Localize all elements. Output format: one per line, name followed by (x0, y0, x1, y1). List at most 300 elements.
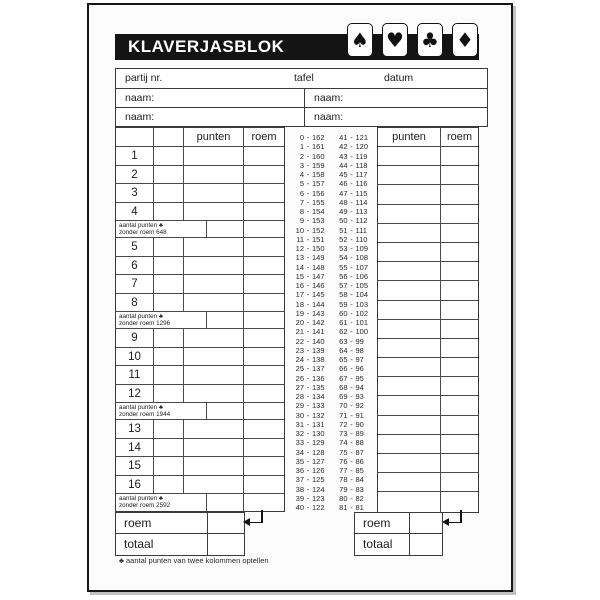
conv-complement: 137 (312, 364, 325, 374)
roem-cell[interactable] (244, 457, 284, 475)
subtotal-line-2: zonder roem 1296 (119, 320, 171, 327)
roem-cell[interactable] (441, 147, 478, 165)
roem-cell[interactable] (244, 257, 284, 275)
conv-complement: 121 (355, 133, 369, 142)
conv-points: 70 (339, 401, 348, 411)
conversion-entry (290, 179, 325, 188)
roem-cell[interactable] (244, 166, 284, 184)
punten-cell[interactable] (184, 203, 244, 221)
punten-cell[interactable] (184, 275, 244, 293)
punten-header: punten (184, 128, 244, 146)
conv-complement: 125 (312, 475, 325, 485)
punten-cell[interactable] (378, 473, 441, 491)
roem-cell[interactable] (244, 476, 284, 494)
conversion-entry (334, 485, 369, 494)
roem-cell[interactable] (244, 294, 284, 312)
conv-dash: - (306, 429, 310, 438)
score-row (378, 473, 478, 492)
conv-dash: - (306, 188, 310, 198)
conv-complement: 84 (355, 475, 364, 485)
score-row-10 (116, 348, 284, 367)
conversion-entry (290, 235, 325, 244)
conv-complement: 149 (312, 253, 325, 263)
conversion-entry (334, 142, 369, 151)
conv-points: 68 (339, 382, 348, 392)
conversion-entry (290, 503, 325, 512)
conv-dash: - (350, 438, 353, 448)
conv-dash: - (350, 225, 353, 235)
conv-points: 15 (295, 271, 304, 281)
conv-dash: - (350, 327, 353, 337)
roem-total-cell[interactable] (410, 513, 442, 533)
conversion-entry (334, 170, 369, 179)
right-score-table (377, 127, 479, 513)
punten-cell[interactable] (207, 494, 244, 511)
conv-dash: - (306, 225, 310, 235)
score-row (378, 185, 478, 204)
conv-dash: - (306, 336, 310, 346)
conv-complement: 123 (312, 493, 325, 503)
round-number-cell: 14 (116, 439, 154, 457)
conv-points: 57 (339, 281, 348, 290)
conversion-entry (290, 133, 325, 142)
conv-complement: 159 (312, 160, 325, 170)
conv-points: 75 (339, 447, 348, 457)
conversion-entry (334, 309, 369, 318)
roem-cell[interactable] (441, 396, 478, 414)
round-number-header-cell (116, 128, 154, 146)
mark-cell[interactable] (154, 184, 184, 202)
score-sheet-page (87, 3, 513, 592)
subtotal-label-cell (116, 312, 207, 328)
conv-complement: 93 (355, 392, 364, 401)
punten-cell[interactable] (378, 358, 441, 376)
conversion-entry (290, 374, 325, 383)
conv-dash: - (350, 234, 353, 244)
conv-points: 50 (339, 216, 348, 226)
conv-points: 77 (339, 466, 348, 475)
conv-complement: 127 (312, 456, 325, 466)
name-field-right-2[interactable] (305, 108, 487, 127)
conv-points: 29 (295, 401, 304, 411)
score-row-5 (116, 238, 284, 257)
name-field-left-1[interactable] (116, 89, 305, 107)
round-number-cell: 11 (116, 366, 154, 384)
punten-cell[interactable] (378, 147, 441, 165)
punten-cell[interactable] (207, 221, 244, 237)
punten-cell[interactable] (184, 457, 244, 475)
punten-cell[interactable] (184, 439, 244, 457)
name-row-2 (116, 108, 487, 127)
conv-complement: 154 (312, 207, 325, 216)
punten-cell[interactable] (378, 377, 441, 395)
page-title: KLAVERJASBLOK (128, 37, 285, 56)
conv-dash: - (350, 345, 353, 355)
conv-complement: 99 (355, 336, 364, 346)
conv-points: 55 (339, 262, 348, 272)
conversion-entry (290, 337, 325, 346)
naam-label: naam: (314, 111, 344, 123)
mark-cell[interactable] (154, 275, 184, 293)
roem-total-label: roem (355, 513, 410, 533)
round-number-cell: 9 (116, 329, 154, 347)
roem-cell[interactable] (244, 366, 284, 384)
conv-dash: - (350, 197, 353, 207)
round-number-cell: 16 (116, 476, 154, 494)
punten-cell[interactable] (184, 366, 244, 384)
conv-dash: - (306, 234, 310, 244)
roem-cell[interactable] (441, 435, 478, 453)
conv-points: 66 (339, 364, 348, 374)
score-row (378, 243, 478, 262)
conversion-entry (290, 281, 325, 290)
conv-points: 67 (339, 373, 348, 383)
conv-complement: 118 (355, 160, 368, 170)
roem-total-cell[interactable] (208, 513, 244, 533)
conv-dash: - (306, 345, 310, 355)
conv-complement: 128 (312, 447, 325, 457)
conv-complement: 83 (355, 484, 364, 494)
totaal-cell[interactable] (410, 534, 442, 555)
conversion-entry (290, 170, 325, 179)
conv-dash: - (306, 410, 310, 420)
punten-cell[interactable] (378, 492, 441, 511)
roem-cell[interactable] (441, 281, 478, 299)
conv-complement: 120 (355, 142, 369, 152)
subtotal-line-2: zonder roem 648 (119, 229, 167, 236)
conv-complement: 100 (355, 327, 369, 337)
conv-dash: - (306, 318, 310, 327)
conv-complement: 138 (312, 355, 325, 364)
conv-complement: 132 (312, 410, 325, 420)
mark-cell[interactable] (154, 238, 184, 256)
roem-cell[interactable] (441, 301, 478, 319)
subtotal-row (116, 403, 284, 420)
conv-dash: - (350, 281, 353, 290)
punten-cell[interactable] (184, 329, 244, 347)
conv-complement: 110 (355, 234, 368, 244)
conversion-entry (334, 244, 369, 253)
conversion-entry (334, 179, 369, 188)
conv-dash: - (350, 373, 353, 383)
punten-cell[interactable] (184, 294, 244, 312)
conv-complement: 94 (355, 382, 364, 392)
punten-cell[interactable] (378, 262, 441, 280)
left-score-table (115, 127, 285, 512)
roem-cell[interactable] (441, 358, 478, 376)
conv-points: 61 (339, 318, 348, 327)
roem-cell[interactable] (441, 454, 478, 472)
score-row (378, 205, 478, 224)
conv-dash: - (350, 456, 353, 466)
score-row (378, 435, 478, 454)
conv-points: 8 (299, 207, 304, 216)
mark-cell[interactable] (154, 476, 184, 494)
conv-complement: 148 (312, 262, 325, 272)
conv-complement: 92 (355, 401, 364, 411)
conv-dash: - (350, 271, 353, 281)
punten-cell[interactable] (378, 166, 441, 184)
conversion-entry (334, 161, 369, 170)
punten-cell[interactable] (378, 435, 441, 453)
mark-cell[interactable] (154, 203, 184, 221)
punten-cell[interactable] (207, 403, 244, 419)
footnote: ♣ aantal punten van twee kolommen optellen (119, 556, 269, 565)
conv-complement: 91 (355, 410, 364, 420)
roem-cell[interactable] (244, 348, 284, 366)
conv-dash: - (350, 299, 353, 309)
mark-cell[interactable] (154, 420, 184, 438)
conv-points: 9 (299, 216, 304, 226)
conv-points: 53 (339, 244, 348, 253)
punten-cell[interactable] (184, 257, 244, 275)
punten-cell[interactable] (184, 238, 244, 256)
punten-cell[interactable] (378, 339, 441, 357)
roem-cell[interactable] (441, 185, 478, 203)
roem-cell[interactable] (441, 320, 478, 338)
punten-cell[interactable] (184, 420, 244, 438)
conv-points: 59 (339, 299, 348, 309)
roem-cell[interactable] (244, 439, 284, 457)
game-info-row[interactable] (116, 69, 487, 89)
mark-cell[interactable] (154, 147, 184, 165)
conversion-entry (290, 189, 325, 198)
roem-cell[interactable] (244, 420, 284, 438)
conv-points: 80 (339, 493, 348, 503)
mark-cell[interactable] (154, 439, 184, 457)
roem-cell[interactable] (244, 238, 284, 256)
conv-complement: 81 (355, 503, 364, 512)
mark-cell[interactable] (154, 385, 184, 403)
conv-dash: - (306, 373, 310, 383)
punten-cell[interactable] (184, 385, 244, 403)
conv-complement: 122 (312, 503, 325, 512)
conv-complement: 153 (312, 216, 325, 226)
conversion-entry (334, 337, 369, 346)
punten-cell[interactable] (378, 185, 441, 203)
round-number-cell: 15 (116, 457, 154, 475)
conversion-entry (334, 133, 369, 142)
conv-points: 54 (339, 253, 348, 263)
conv-dash: - (306, 327, 310, 337)
conversion-entry (334, 272, 369, 281)
punten-cell[interactable] (378, 396, 441, 414)
punten-cell[interactable] (378, 205, 441, 223)
conv-dash: - (306, 438, 310, 448)
subtotal-line-1: aantal punten ♣ (119, 222, 164, 229)
punten-cell[interactable] (184, 147, 244, 165)
conv-dash: - (350, 262, 353, 272)
left-roem-row (116, 513, 244, 534)
punten-cell[interactable] (207, 312, 244, 328)
conv-dash: - (350, 493, 353, 503)
conv-dash: - (306, 466, 310, 475)
punten-cell[interactable] (378, 224, 441, 242)
conv-dash: - (306, 299, 310, 309)
heart-icon: ♥ (386, 28, 404, 52)
conv-complement: 162 (312, 133, 325, 142)
score-row-12 (116, 385, 284, 404)
roem-cell[interactable] (244, 221, 284, 237)
mark-cell[interactable] (154, 294, 184, 312)
conv-complement: 102 (355, 308, 369, 318)
roem-cell[interactable] (441, 339, 478, 357)
conv-dash: - (350, 244, 353, 253)
conv-dash: - (350, 475, 353, 485)
score-row-1 (116, 147, 284, 166)
round-number-cell: 13 (116, 420, 154, 438)
subtotal-line-1: aantal punten ♣ (119, 495, 164, 502)
roem-cell[interactable] (441, 473, 478, 491)
conv-points: 71 (339, 410, 348, 420)
conversion-entry (290, 300, 325, 309)
name-field-left-2[interactable] (116, 108, 305, 127)
tafel-label: tafel (294, 72, 314, 84)
roem-cell[interactable] (244, 329, 284, 347)
conv-points: 76 (339, 456, 348, 466)
conv-dash: - (306, 142, 310, 152)
score-row (378, 492, 478, 511)
conversion-entry (334, 420, 369, 429)
totaal-label: totaal (116, 534, 208, 555)
conversion-entry (334, 253, 369, 262)
conv-dash: - (350, 207, 353, 216)
conv-points: 73 (339, 429, 348, 438)
roem-cell[interactable] (244, 312, 284, 328)
conv-points: 62 (339, 327, 348, 337)
conversion-entry (334, 374, 369, 383)
conversion-entry (290, 475, 325, 484)
conversion-entry (290, 411, 325, 420)
conversion-entry (334, 457, 369, 466)
roem-cell[interactable] (441, 205, 478, 223)
conversion-entry (290, 457, 325, 466)
score-row-9 (116, 329, 284, 348)
mark-cell[interactable] (154, 257, 184, 275)
mark-cell[interactable] (154, 348, 184, 366)
conversion-entry (334, 327, 369, 336)
conversion-entry (334, 235, 369, 244)
punten-cell[interactable] (184, 476, 244, 494)
conv-complement: 146 (312, 281, 325, 290)
conv-complement: 141 (312, 327, 325, 337)
conv-points: 48 (339, 197, 348, 207)
round-number-cell: 6 (116, 257, 154, 275)
roem-cell[interactable] (441, 492, 478, 511)
punten-cell[interactable] (378, 320, 441, 338)
conv-dash: - (350, 410, 353, 420)
roem-cell[interactable] (441, 166, 478, 184)
roem-cell[interactable] (244, 147, 284, 165)
conv-points: 81 (339, 503, 348, 512)
score-row-15 (116, 457, 284, 476)
punten-cell[interactable] (378, 281, 441, 299)
conv-dash: - (306, 493, 310, 503)
score-row (378, 358, 478, 377)
conv-complement: 152 (312, 225, 325, 235)
conversion-entry (290, 152, 325, 161)
conv-complement: 88 (355, 438, 364, 448)
punten-cell[interactable] (378, 416, 441, 434)
roem-cell[interactable] (244, 203, 284, 221)
subtotal-line-2: zonder roem 2592 (119, 502, 171, 509)
roem-cell[interactable] (244, 184, 284, 202)
conv-complement: 86 (355, 456, 364, 466)
roem-cell[interactable] (441, 262, 478, 280)
conv-complement: 101 (355, 318, 369, 327)
conv-points: 23 (295, 345, 304, 355)
left-carry-arrow-head (243, 518, 250, 526)
conv-dash: - (306, 170, 310, 179)
mark-cell[interactable] (154, 166, 184, 184)
conv-points: 36 (295, 466, 304, 475)
name-field-right-1[interactable] (305, 89, 487, 107)
roem-cell[interactable] (244, 385, 284, 403)
conversion-entry (290, 226, 325, 235)
conv-complement: 161 (312, 142, 325, 152)
roem-header: roem (446, 131, 473, 143)
mark-cell[interactable] (154, 366, 184, 384)
spade-card-icon (347, 23, 373, 57)
roem-cell[interactable] (244, 403, 284, 419)
conv-dash: - (350, 133, 353, 142)
mark-cell[interactable] (154, 329, 184, 347)
punten-cell[interactable] (184, 184, 244, 202)
heart-card-icon (382, 23, 408, 57)
conv-dash: - (306, 207, 310, 216)
punten-cell[interactable] (378, 301, 441, 319)
conversion-entry (334, 429, 369, 438)
conv-points: 64 (339, 345, 348, 355)
punten-cell[interactable] (184, 166, 244, 184)
roem-cell[interactable] (244, 275, 284, 293)
subtotal-line-2: zonder roem 1944 (119, 411, 171, 418)
datum-label: datum (384, 72, 414, 84)
subtotal-row (116, 494, 284, 511)
punten-cell[interactable] (184, 348, 244, 366)
conv-dash: - (306, 503, 310, 512)
conv-complement: 85 (355, 466, 364, 475)
roem-cell[interactable] (441, 243, 478, 261)
conversion-entry (334, 364, 369, 373)
info-box (115, 68, 488, 127)
roem-cell[interactable] (244, 494, 284, 511)
roem-cell[interactable] (441, 416, 478, 434)
mark-cell[interactable] (154, 457, 184, 475)
conv-complement: 156 (312, 188, 325, 198)
conv-points: 74 (339, 438, 348, 448)
conv-dash: - (350, 355, 353, 364)
totaal-cell[interactable] (208, 534, 244, 555)
conv-dash: - (306, 308, 310, 318)
conversion-entry (334, 207, 369, 216)
conv-points: 3 (299, 160, 304, 170)
conv-complement: 97 (355, 355, 364, 364)
conversion-entry (290, 327, 325, 336)
punten-cell[interactable] (378, 454, 441, 472)
score-row (378, 320, 478, 339)
conversion-entry (334, 448, 369, 457)
score-row-7 (116, 275, 284, 294)
roem-cell[interactable] (441, 377, 478, 395)
punten-cell[interactable] (378, 243, 441, 261)
roem-cell[interactable] (441, 224, 478, 242)
conversion-entry (290, 429, 325, 438)
conv-complement: 89 (355, 429, 364, 438)
conv-dash: - (306, 216, 310, 226)
conversion-entry (290, 401, 325, 410)
right-carry-arrow-horizontal (449, 522, 462, 524)
